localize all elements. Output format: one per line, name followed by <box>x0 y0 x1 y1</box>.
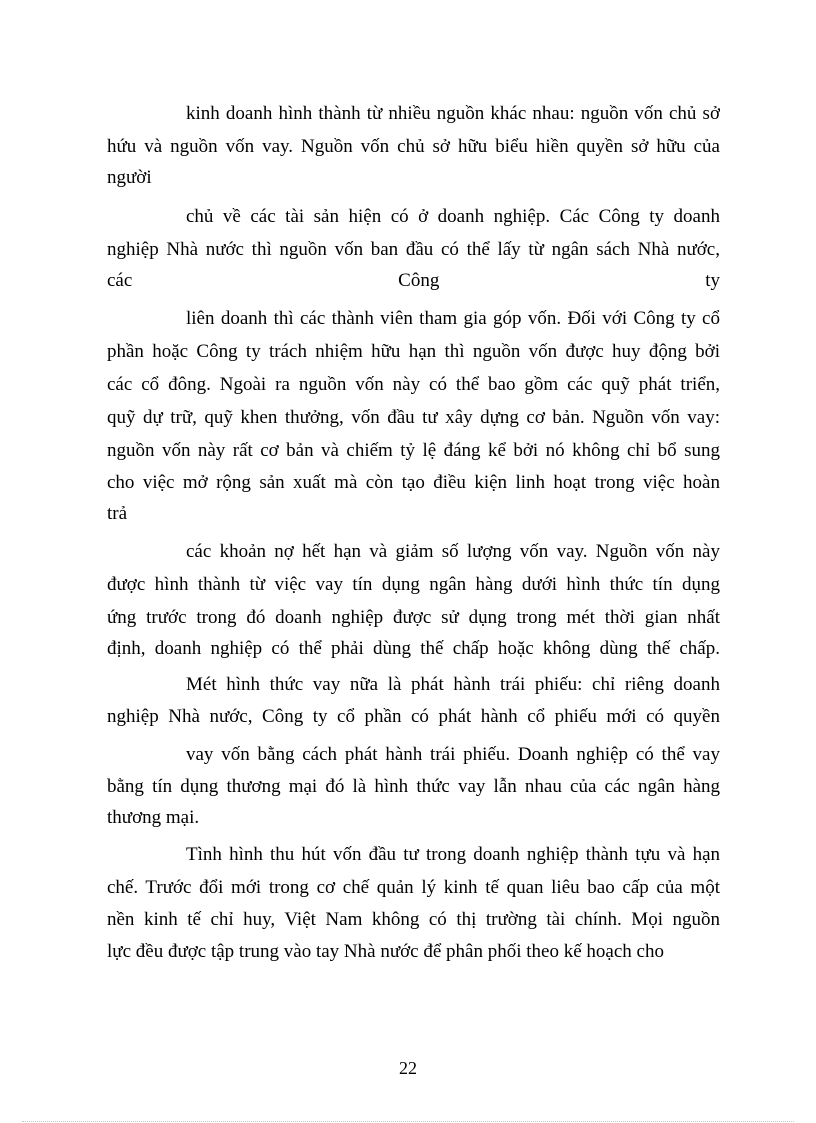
text-line: người <box>107 167 152 188</box>
text-line: chế. Trước đổi mới trong cơ chế quản lý kinh tế quan liêu bao cấp của một <box>107 877 720 898</box>
page-number: 22 <box>399 1058 417 1078</box>
text-line: các cổ đông. Ngoài ra nguồn vốn này có thể bao gồm các quỹ phát triển, <box>107 374 720 395</box>
text-line: vay vốn bằng cách phát hành trái phiếu. Doanh nghiệp có thể vay <box>186 744 720 765</box>
text-line: hứu và nguồn vốn vay. Nguồn vốn chủ sở hữu biểu hiền quyền sở hữu của <box>107 136 720 157</box>
text-line: trả <box>107 503 128 524</box>
text-line: thương mại. <box>107 807 200 828</box>
text-line: ứng trước trong đó doanh nghiệp được sử dụng trong mét thời gian nhất <box>107 607 720 628</box>
text-line: nguồn vốn này rất cơ bản và chiếm tỷ lệ đáng kể bởi nó không chỉ bổ sung <box>107 440 720 461</box>
text-line: bằng tín dụng thương mại đó là hình thức vay lẫn nhau của các ngân hàng <box>107 776 720 797</box>
text-line: Mét hình thức vay nữa là phát hành trái phiếu: chỉ riêng doanh <box>186 674 720 695</box>
text-line: kinh doanh hình thành từ nhiều nguồn khác nhau: nguồn vốn chủ sở <box>186 103 720 124</box>
page-bottom-divider <box>22 1121 794 1122</box>
text-line: cho việc mở rộng sản xuất mà còn tạo điều kiện linh hoạt trong việc hoàn <box>107 472 720 493</box>
text-line: được hình thành từ việc vay tín dụng ngân hàng dưới hình thức tín dụng <box>107 574 720 595</box>
text-line: Tình hình thu hút vốn đầu tư trong doanh nghiệp thành tựu và hạn <box>186 844 720 865</box>
text-line: các Công ty <box>107 270 720 291</box>
text-line: liên doanh thì các thành viên tham gia góp vốn. Đối với Công ty cổ <box>186 308 720 329</box>
text-line: nghiệp Nhà nước, Công ty cổ phần có phát hành cổ phiếu mới có quyền <box>107 706 720 727</box>
text-line: nền kinh tế chỉ huy, Việt Nam không có thị trường tài chính. Mọi nguồn <box>107 909 720 930</box>
text-line: phần hoặc Công ty trách nhiệm hữu hạn thì nguồn vốn được huy động bởi <box>107 341 720 362</box>
text-line: quỹ dự trữ, quỹ khen thưởng, vốn đầu tư xây dựng cơ bản. Nguồn vốn vay: <box>107 407 720 428</box>
text-line: định, doanh nghiệp có thể phải dùng thế chấp hoặc không dùng thế chấp. <box>107 638 720 659</box>
text-line: chủ về các tài sản hiện có ở doanh nghiệp. Các Công ty doanh <box>186 206 720 227</box>
text-line: các khoản nợ hết hạn và giảm số lượng vốn vay. Nguồn vốn này <box>186 541 720 562</box>
text-line: lực đều được tập trung vào tay Nhà nước để phân phối theo kế hoạch cho <box>107 941 664 962</box>
text-line: nghiệp Nhà nước thì nguồn vốn ban đầu có thể lấy từ ngân sách Nhà nước, <box>107 239 720 260</box>
